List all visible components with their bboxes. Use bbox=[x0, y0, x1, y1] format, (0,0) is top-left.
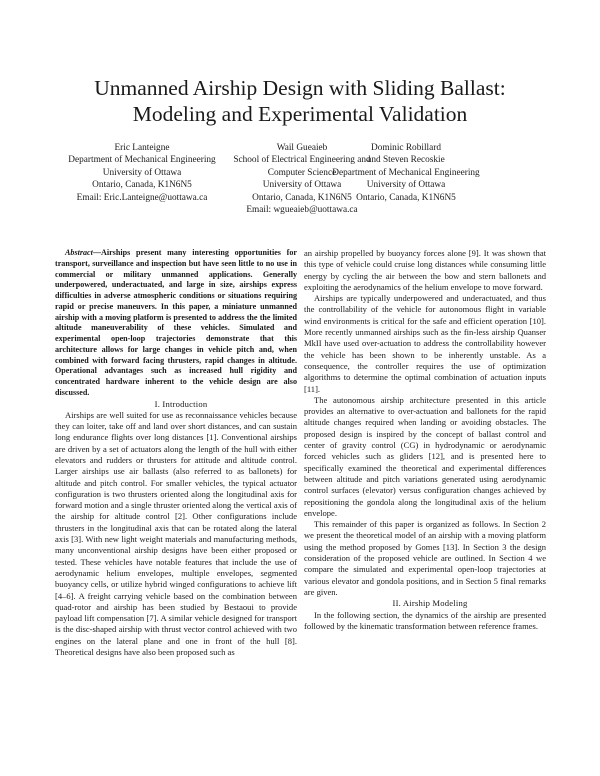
paragraph: an airship propelled by buoyancy forces alone [9]. It was shown that this type of vehicle could cruise long distances while consuming little energy by cycling the air between the bow and stern ballonets and exploiting the aerodynamics of the helium envelope to move forward. bbox=[304, 248, 546, 292]
author-affiliation-line: Ontario, Canada, K1N6N5 bbox=[252, 192, 352, 203]
author-block-3 bbox=[318, 142, 494, 204]
author-email: Email: wgueaieb@uottawa.ca bbox=[246, 205, 358, 216]
author-affiliation-line: Ontario, Canada, K1N6N5 bbox=[92, 180, 192, 191]
author-name: Dominic Robillard bbox=[371, 143, 441, 153]
section-heading-airship-modeling: II. Airship Modeling bbox=[392, 598, 468, 609]
author-affiliation-line: Department of Mechanical Engineering bbox=[68, 155, 216, 166]
paragraph: Airships are typically underpowered and underactuated, and thus the controllability of the vehicle for autonomous flight in variable wind environments is critical for the safe and efficient operation [10]. More recently unmanned airships such as the fin-less airship Quanser MkII have used over-actuation to address the controllability however the vehicle has been shown to be inherently unstable. As a consequence, the controller requires the use of optimization algorithms to determine the optimal combination of actuation inputs [11]. bbox=[304, 293, 546, 394]
abstract-label: Abstract bbox=[65, 248, 93, 257]
abstract-text: —Airships present many interesting opportunities for transport, surveillance and inspection but have seen little to no use in commercial or military unmanned applications. Generally underpowered, underactuated, and large in size, airships express difficulties in adverse atmospheric conditions or situations requiring rapid or precise maneuvers. In this paper, a miniature unmanned airship with a moving platform is presented to address the the limited altitude maneuverability of these vehicles. Simulated and experimental open-loop trajectories demonstrate that this architecture allows for large changes in vehicle pitch and, when combined with forward facing thrusters, rapid changes in altitude. Operational advantages such as increased hull rigidity and concentrated hardware inherent to the vehicle design are also discussed. bbox=[55, 248, 297, 397]
paper-title-line-1: Unmanned Airship Design with Sliding Ballast: bbox=[94, 76, 506, 100]
author-name: and Steven Recoskie bbox=[367, 155, 445, 166]
paragraph: This remainder of this paper is organized as follows. In Section 2 we present the theoretical model of an airship with a moving platform using the method proposed by Gomes [13]. In Section 3 the design consideration of the proposed vehicle are outlined. In Section 4 we compare the simulated and experimental open-loop trajectories at various elevator and gondola positions, and in Section 5 final remarks are given. bbox=[304, 519, 546, 597]
author-affiliation-line: University of Ottawa bbox=[262, 180, 342, 191]
left-column bbox=[55, 248, 297, 658]
author-name: Eric Lanteigne bbox=[114, 143, 170, 153]
paragraph: The autonomous airship architecture presented in this article provides an alternative to over-actuation and ballonets for the rapid altitude changes required when landing or avoiding obstacles. The proposed design is inspired by the concept of ballast control and center of gravity control (CG) in hydrodynamic or aerodynamic forced vehicles such as gliders [12], and is presented here to specifically examined the theoretical and experimental differences between altitude and pitch variations generated using aerodynamic control surfaces (elevator) versus configuration changes achieved by repositioning the gondola along the longitudinal axis of the helium envelope. bbox=[304, 394, 546, 518]
author-affiliation-line: University of Ottawa bbox=[102, 167, 182, 178]
author-affiliation-line: University of Ottawa bbox=[366, 180, 446, 191]
author-name: Wail Gueaieb bbox=[276, 143, 328, 153]
section-heading-introduction: I. Introduction bbox=[154, 398, 208, 409]
paragraph: In the following section, the dynamics of the airship are presented followed by the kinematic transformation between reference frames. bbox=[304, 609, 546, 631]
paragraph: Airships are well suited for use as reconnaissance vehicles because they can loiter, take off and land over short distances, and can sustain long endurance flights over long distances [1]. Conventional airships are driven by a set of actuators along the length of the hull with either elevators and rudders or thrusters for attitude and altitude control. Larger airships use air ballasts (also referred to as ballonets) for altitude and pitch control. For smaller vehicles, the typical actuator configuration is two thrusters oriented along the longitudinal axis for forward motion and a single thruster oriented along the vertical axis of the airship for altitude control [2]. Other configurations include thrusters in the longitudinal axis that can be rotated along the lateral axis [3]. With new light weight materials and manufacturing methods, many unconventional airship designs have been either proposed or tested. These vehicles have notable features that include the use of aerodynamic helium envelopes, multiple envelopes, segmented buoyancy cells, or utilize hybrid winged configurations to achieve lift [4–6]. A freight carrying vehicle based on the combination between quad-rotor and airship has been studied by Bestaoui to provide payload lift compensation [7]. A similar vehicle designed for transport is the disc-shaped airship with thrust vector control achieved with two engines on the lateral plane and one in front of the hull [8]. Theoretical designs have also been proposed such as bbox=[55, 409, 297, 658]
author-affiliation-line: Department of Mechanical Engineering bbox=[332, 167, 480, 178]
author-email: Email: Eric.Lanteigne@uottawa.ca bbox=[76, 192, 208, 203]
abstract bbox=[55, 248, 297, 399]
author-block-1 bbox=[52, 142, 232, 204]
right-column bbox=[304, 248, 546, 632]
paper-title-line-2: Modeling and Experimental Validation bbox=[132, 102, 468, 126]
author-affiliation-line: Ontario, Canada, K1N6N5 bbox=[356, 192, 456, 203]
author-affiliation-line: School of Electrical Engineering and bbox=[233, 155, 371, 166]
author-affiliation-line: Computer Science bbox=[267, 167, 337, 178]
